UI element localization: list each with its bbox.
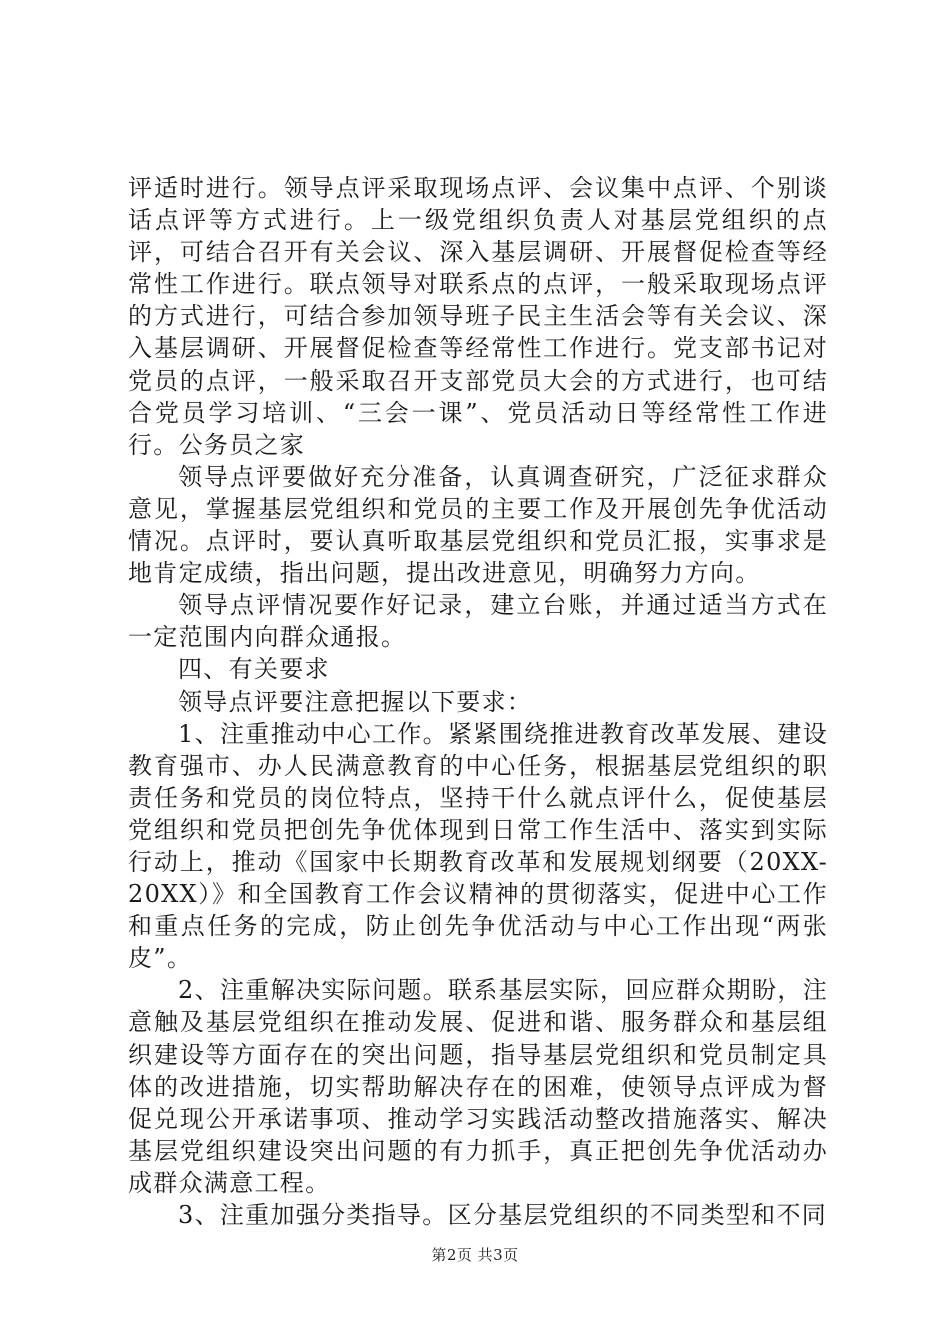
page-footer: 第2页 共3页 [431, 1246, 519, 1264]
list-item-1: 1、注重推动中心工作。紧紧围绕推进教育改革发展、建设教育强市、办人民满意教育的中心任务，根据基层党组织的职责任务和党员的岗位特点，坚持干什么就点评什么，促使基层党组织和党员把创先争优体现到日常工作生活中、落实到实际行动上，推动《国家中长期教育改革和发展规划纲要（20XX-20XX）》和全国教育工作会议精神的贯彻落实，促进中心工作和重点任务的完成，防止创先争优活动与中心工作出现“两张皮”。 [128, 719, 828, 973]
list-item-3: 3、注重加强分类指导。区分基层党组织的不同类型和不同 [178, 1201, 828, 1229]
paragraph-continuation: 评适时进行。领导点评采取现场点评、会议集中点评、个别谈话点评等方式进行。上一级党组织负责人对基层党组织的点评，可结合召开有关会议、深入基层调研、开展督促检查等经常性工作进行。联点领导对联系点的点评，一般采取现场点评的方式进行，可结合参加领导班子民主生活会等有关会议、深入基层调研、开展督促检查等经常性工作进行。党支部书记对党员的点评，一般采取召开支部党员大会的方式进行，也可结合党员学习培训、“三会一课”、党员活动日等经常性工作进行。公务员之家 [128, 174, 828, 459]
section-heading-requirements: 四、有关要求 [178, 655, 330, 684]
paragraph-preparation: 领导点评要做好充分准备，认真调查研究，广泛征求群众意见，掌握基层党组织和党员的主要工作及开展创先争优活动情况。点评时，要认真听取基层党组织和党员汇报，实事求是地肯定成绩，指出问题，提出改进意见，明确努力方向。 [128, 462, 828, 588]
document-body [128, 172, 828, 1231]
paragraph-records: 领导点评情况要作好记录，建立台账，并通过适当方式在一定范围内向群众通报。 [128, 591, 828, 652]
paragraph-requirements-intro: 领导点评要注意把握以下要求： [178, 687, 533, 716]
list-item-2: 2、注重解决实际问题。联系基层实际，回应群众期盼，注意触及基层党组织在推动发展、促进和谐、服务群众和基层组织建设等方面存在的突出问题，指导基层党组织和党员制定具体的改进措施，切实帮助解决存在的困难，使领导点评成为督促兑现公开承诺事项、推动学习实践活动整改措施落实、解决基层党组织建设突出问题的有力抓手，真正把创先争优活动办成群众满意工程。 [128, 976, 828, 1197]
